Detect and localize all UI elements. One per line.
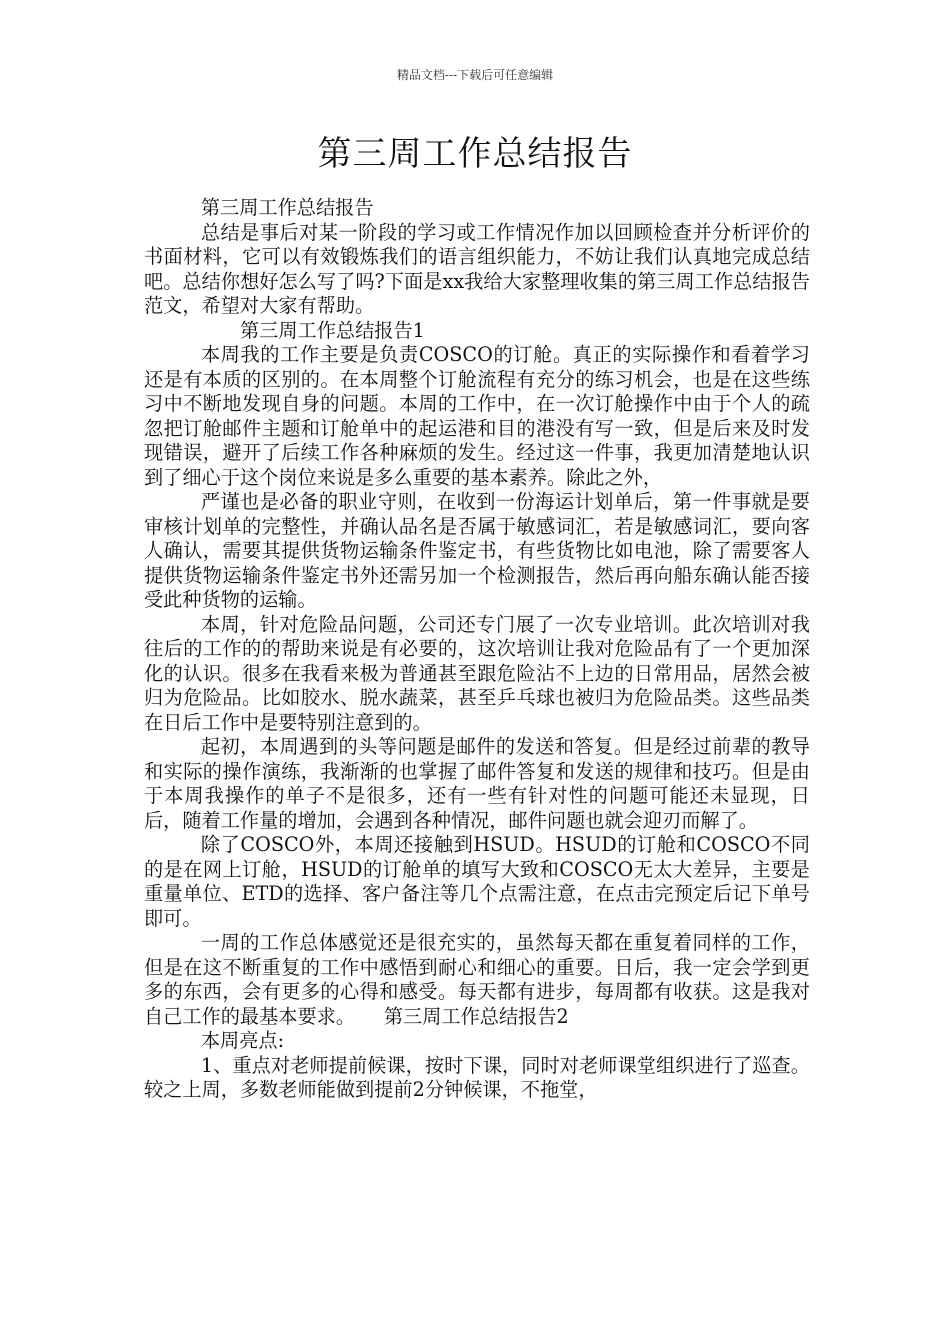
intro-paragraph: 总结是事后对某一阶段的学习或工作情况作加以回顾检查并分析评价的书面材料，它可以有效锻炼我们的语言组织能力，不妨让我们认真地完成总结吧。总结你想好怎么写了吗?下面是xx我给大家整理收集的第三周工作总结报告范文，希望对大家有帮助。 [144, 220, 810, 317]
body-paragraph: 本周我的工作主要是负责COSCO的订舱。真正的实际操作和看着学习还是有本质的区别的。在本周整个订舱流程有充分的练习机会，也是在这些练习中不断地发现自身的问题。本周的工作中，在一次订舱操作中由于个人的疏忽把订舱邮件主题和订舱单中的起运港和目的港没有写一致，但是后来及时发现错误，避开了后续工作各种麻烦的发生。经过这一件事，我更加清楚地认识到了细心于这个岗位来说是多么重要的基本素养。除此之外， [144, 343, 810, 489]
report-1-heading: 第三周工作总结报告1 [240, 318, 425, 342]
body-paragraph: 1、重点对老师提前候课，按时下课，同时对老师课堂组织进行了巡查。较之上周，多数老师能做到提前2分钟候课，不拖堂， [144, 1053, 810, 1101]
body-paragraph: 本周，针对危险品问题，公司还专门展了一次专业培训。此次培训对我往后的工作的的帮助来说是有必要的，这次培训让我对危险品有了一个更加深化的认识。很多在我看来极为普通甚至跟危险沾不上边的日常用品，居然会被归为危险品。比如胶水、脱水蔬菜，甚至乒乓球也被归为危险品类。这些品类在日后工作中是要特别注意到的。 [144, 612, 810, 734]
page-header-note: 精品文档---下载后可任意编辑 [396, 68, 554, 82]
intro-heading: 第三周工作总结报告 [200, 196, 374, 219]
body-paragraph: 严谨也是必备的职业守则，在收到一份海运计划单后，第一件事就是要审核计划单的完整性，并确认品名是否属于敏感词汇，若是敏感词汇，要向客人确认，需要其提供货物运输条件鉴定书，有些货物比如电池，除了需要客人提供货物运输条件鉴定书外还需另加一个检测报告，然后再向船东确认能否接受此种货物的运输。 [144, 490, 810, 611]
highlights-heading: 本周亮点: [200, 1029, 285, 1052]
body-paragraph: 起初，本周遇到的头等问题是邮件的发送和答复。但是经过前辈的教导和实际的操作演练，我渐渐的也掌握了邮件答复和发送的规律和技巧。但是由于本周我操作的单子不是很多，还有一些有针对性的问题可能还未显现，日后，随着工作量的增加，会遇到各种情况，邮件问题也就会迎刃而解了。 [144, 735, 810, 832]
body-paragraph: 除了COSCO外，本周还接触到HSUD。HSUD的订舱和COSCO不同的是在网上订舱，HSUD的订舱单的填写大致和COSCO无太大差异，主要是重量单位、ETD的选择、客户备注等几个点需注意，在点击完预定后记下单号即可。 [144, 833, 810, 930]
body-paragraph: 一周的工作总体感觉还是很充实的，虽然每天都在重复着同样的工作，但是在这不断重复的工作中感悟到耐心和细心的重要。日后，我一定会学到更多的东西，会有更多的心得和感受。每天都有进步，每周都有收获。这是我对自己工作的最基本要求。 第三周工作总结报告2 [144, 931, 810, 1028]
document-title: 第三周工作总结报告 [317, 134, 633, 174]
document-body [144, 196, 810, 1103]
